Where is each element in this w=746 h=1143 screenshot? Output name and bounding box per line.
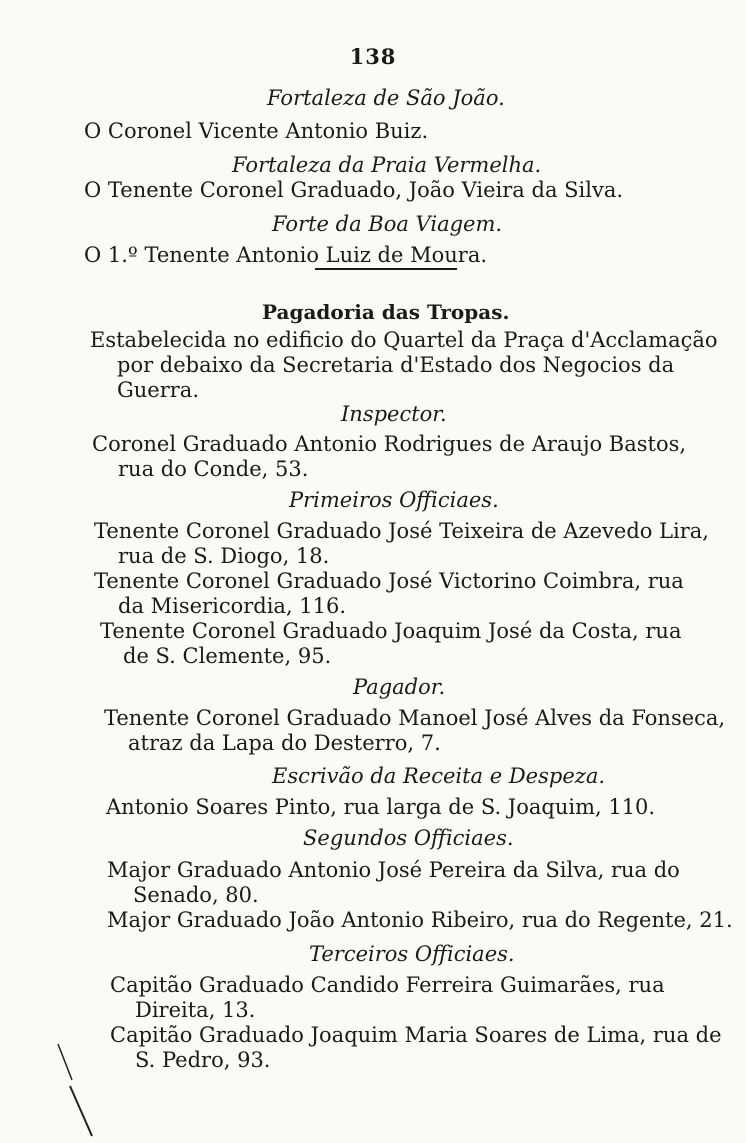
- entry-line: atraz da Lapa do Desterro, 7.: [128, 731, 441, 755]
- entry-line: da Misericordia, 116.: [118, 594, 347, 618]
- primeiros-heading: Primeiros Officiaes.: [289, 488, 499, 512]
- description-line: Estabelecida no edificio do Quartel da Praça d'Acclamação: [90, 328, 718, 352]
- section-heading: Fortaleza de São João.: [267, 86, 505, 110]
- terceiros-heading: Terceiros Officiaes.: [309, 942, 515, 966]
- section-heading: Fortaleza da Praia Vermelha.: [232, 153, 542, 177]
- margin-pen-stroke: [52, 1040, 102, 1140]
- pagador-heading: Pagador.: [353, 675, 446, 699]
- page-number: 138: [349, 44, 397, 69]
- entry-line: Capitão Graduado Joaquim Maria Soares de Lima, rua de: [110, 1023, 722, 1047]
- entry-line: Senado, 80.: [133, 883, 259, 907]
- section-divider: [315, 268, 457, 270]
- inspector-heading: Inspector.: [341, 402, 447, 426]
- entry-line: rua de S. Diogo, 18.: [118, 544, 330, 568]
- entry-line: Tenente Coronel Graduado Joaquim José da Costa, rua: [100, 619, 682, 643]
- entry-line: O Coronel Vicente Antonio Buiz.: [84, 119, 429, 143]
- entry-line: Tenente Coronel Graduado José Teixeira de Azevedo Lira,: [94, 519, 709, 543]
- entry-line: O Tenente Coronel Graduado, João Vieira da Silva.: [84, 178, 624, 202]
- pagadoria-title: Pagadoria das Tropas.: [262, 300, 510, 324]
- segundos-heading: Segundos Officiaes.: [303, 826, 514, 850]
- entry-line: Major Graduado João Antonio Ribeiro, rua do Regente, 21.: [107, 908, 733, 932]
- entry-line: Tenente Coronel Graduado José Victorino Coimbra, rua: [94, 569, 684, 593]
- entry-line: S. Pedro, 93.: [135, 1048, 271, 1072]
- escrivao-heading: Escrivão da Receita e Despeza.: [272, 764, 606, 788]
- description-line: Guerra.: [117, 378, 200, 402]
- entry-line: Capitão Graduado Candido Ferreira Guimarães, rua: [110, 973, 665, 997]
- entry-line: de S. Clemente, 95.: [123, 644, 332, 668]
- entry-line: O 1.º Tenente Antonio Luiz de Moura.: [84, 243, 488, 267]
- entry-line: Direita, 13.: [135, 998, 256, 1022]
- description-line: por debaixo da Secretaria d'Estado dos Negocios da: [117, 353, 675, 377]
- entry-line: Tenente Coronel Graduado Manoel José Alves da Fonseca,: [104, 706, 726, 730]
- entry-line: Coronel Graduado Antonio Rodrigues de Araujo Bastos,: [92, 432, 687, 456]
- section-heading: Forte da Boa Viagem.: [272, 212, 503, 236]
- entry-line: Antonio Soares Pinto, rua larga de S. Joaquim, 110.: [106, 795, 656, 819]
- entry-line: Major Graduado Antonio José Pereira da Silva, rua do: [107, 858, 680, 882]
- entry-line: rua do Conde, 53.: [118, 457, 309, 481]
